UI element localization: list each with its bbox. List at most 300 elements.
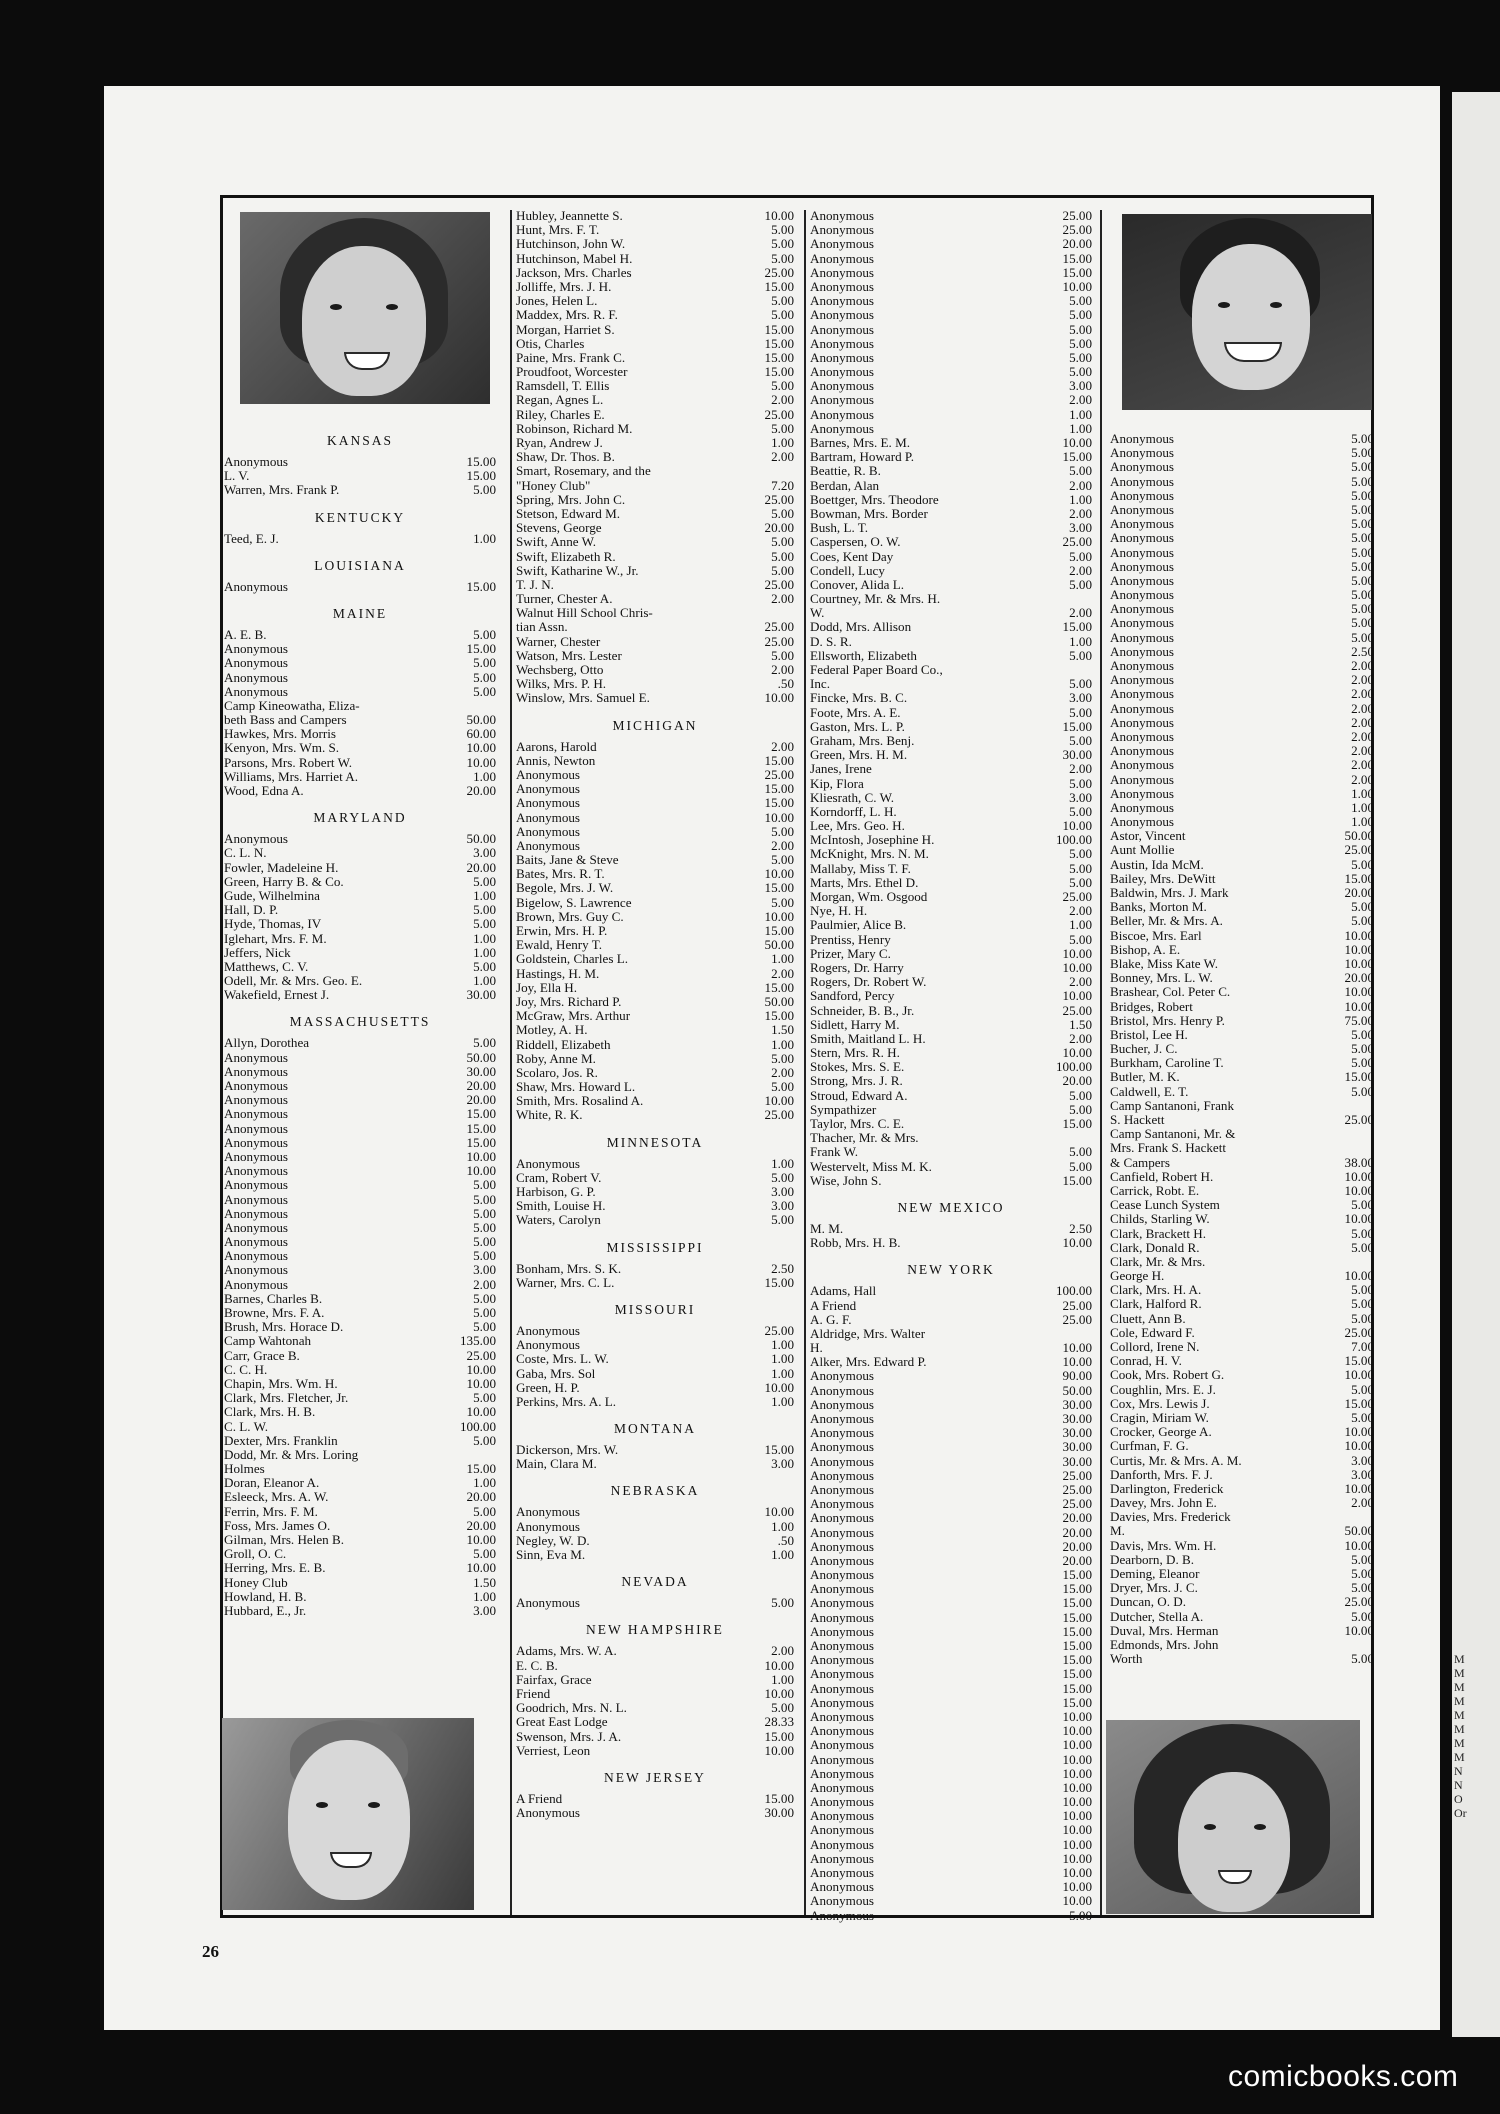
state-heading: MISSISSIPPI [606,1239,704,1255]
donor-column-2 [516,209,794,1820]
donation-amount: 25.00 [1344,842,1374,858]
donor-entry [516,535,794,549]
donation-amount: 5.00 [1351,431,1374,446]
donation-amount: 5.00 [1069,335,1092,351]
state-heading: NEW JERSEY [604,1769,706,1785]
donation-amount: 15.00 [1062,1609,1092,1625]
donor-name: Riddell, Elizabeth [516,1037,611,1052]
donor-entry [516,1701,794,1715]
donor-name: Anonymous [1110,659,1175,673]
donation-amount: 25.00 [1062,222,1092,238]
donor-name: Brashear, Col. Peter C. [1110,985,1231,1000]
donor-name: Smith, Maitland L. H. [810,1031,926,1046]
donation-amount: 1.00 [771,1518,794,1534]
donation-amount: 10.00 [1344,927,1374,943]
donation-amount: 10.00 [1344,1211,1374,1227]
donor-name: Robb, Mrs. H. B. [810,1236,901,1251]
donor-name: Kliesrath, C. W. [810,790,895,805]
donation-amount: 10.00 [764,1742,794,1758]
donor-name: Hubley, Jeannette S. [516,209,623,223]
donor-entry [516,811,794,825]
donor-entry [516,606,794,620]
donor-entry [810,436,1092,450]
donor-entry [224,532,496,546]
donor-entry [810,1469,1092,1483]
donor-name: Anonymous [224,455,289,469]
donor-entry [810,450,1092,464]
donation-amount: 1.00 [771,1036,794,1052]
donor-name: Verriest, Leon [516,1743,591,1758]
donor-entry [1110,1085,1374,1099]
donor-entry [1110,432,1374,446]
donation-amount: 100.00 [1055,832,1092,848]
donation-amount: 20.00 [1062,1552,1092,1568]
donor-name: Adams, Hall [810,1284,877,1299]
donor-entry [1110,1127,1374,1141]
donor-name: Bailey, Mrs. DeWitt [1110,871,1216,886]
donor-name: Anonymous [810,237,875,252]
donation-amount: 15.00 [764,1008,794,1024]
donor-name: Anonymous [810,1738,875,1753]
donor-name: Bishop, A. E. [1110,942,1181,957]
donor-name: Anonymous [810,1553,875,1568]
donor-entry [516,1157,794,1171]
donation-amount: 5.00 [1069,349,1092,365]
donor-name: Conover, Alida L. [810,577,905,592]
donation-amount: 25.00 [1062,534,1092,550]
donation-amount: 10.00 [1344,1367,1374,1383]
donor-entry [810,606,1092,620]
donor-name: Anonymous [516,1806,581,1821]
donor-name: Stetson, Edward M. [516,506,621,521]
donor-entry [516,1338,794,1352]
donor-entry [224,1434,496,1448]
donor-name: Gaston, Mrs. L. P. [810,719,905,734]
donation-amount: 15.00 [1062,1652,1092,1668]
donor-name: Anonymous [810,322,875,337]
donation-amount: 5.00 [1351,615,1374,631]
donation-amount: 2.50 [1351,643,1374,659]
donation-amount: 15.00 [764,880,794,896]
donor-name: Anonymous [810,1823,875,1838]
donation-amount: 5.00 [1069,676,1092,692]
donor-entry [224,1249,496,1263]
donor-name: Honey Club [224,1575,288,1590]
donation-amount: 10.00 [764,1504,794,1520]
donor-entry [810,1426,1092,1440]
donor-entry [1110,687,1374,701]
adjacent-page-letter: M [1454,1694,1465,1708]
donor-name: Anonymous [224,1064,289,1079]
donor-entry [1110,1468,1374,1482]
donor-name: Bonney, Mrs. L. W. [1110,971,1213,986]
donor-entry [810,1753,1092,1767]
donation-amount: 15.00 [764,1274,794,1290]
donor-entry [516,740,794,754]
donation-amount: 2.00 [1351,658,1374,673]
donor-entry [1110,1624,1374,1638]
donation-amount: 3.00 [1069,378,1092,394]
donor-name: Riley, Charles E. [516,407,605,422]
donor-entry [224,1320,496,1334]
donor-entry [1110,1652,1374,1666]
donor-name: Anonymous [810,1908,875,1923]
donor-entry [224,1391,496,1405]
donor-name: Dexter, Mrs. Franklin [224,1433,338,1448]
adjacent-page-letter: N [1454,1778,1463,1792]
donor-entry [1110,773,1374,787]
donor-name: Browne, Mrs. F. A. [224,1306,325,1320]
donor-name: Anonymous [810,407,875,422]
donor-entry [810,1004,1092,1018]
donor-entry [810,1880,1092,1894]
donor-name: Anonymous [1110,800,1175,815]
donor-entry [224,1051,496,1065]
donation-amount: 5.00 [1351,601,1374,617]
donation-amount: 20.00 [1062,1510,1092,1526]
donor-entry [516,592,794,606]
donor-entry [1110,872,1374,886]
donation-amount: 5.00 [1069,1101,1092,1117]
donor-name: Anonymous [516,767,581,782]
donor-name: Anonymous [810,350,875,365]
donor-entry [516,1094,794,1108]
donation-amount: 15.00 [466,641,496,657]
donation-amount: 5.00 [771,1079,794,1095]
donation-amount: 75.00 [1344,1012,1374,1028]
donor-name: C. C. H. [224,1362,268,1377]
donor-name: Wakefield, Ernest J. [224,988,330,1003]
donor-name: Fowler, Madeleine H. [224,860,339,875]
donation-amount: 10.00 [466,1163,496,1179]
donor-name: Blake, Miss Kate W. [1110,956,1219,971]
donation-amount: 2.00 [1351,1495,1374,1511]
donation-amount: 3.00 [771,1184,794,1199]
donation-amount: 20.00 [1062,1524,1092,1540]
donor-name: Stern, Mrs. R. H. [810,1046,900,1061]
donor-entry [516,521,794,535]
donor-entry [1110,702,1374,716]
donor-name: Caldwell, E. T. [1110,1084,1189,1099]
donor-name: Astor, Vincent [1110,829,1186,844]
donor-name: Rogers, Dr. Harry [810,960,904,975]
donor-name: Herring, Mrs. E. B. [224,1561,326,1576]
donation-amount: 5.00 [1351,459,1374,475]
donor-name: Anonymous [1110,545,1175,560]
donor-entry [516,1052,794,1066]
donor-name: Camp Santanoni, Frank [1110,1098,1235,1113]
donor-entry [516,1171,794,1185]
donor-name: Crocker, George A. [1110,1425,1212,1440]
donor-name: Adams, Mrs. W. A. [516,1644,617,1659]
donation-amount: 15.00 [466,578,496,594]
donor-name: Clark, Mrs. H. A. [1110,1283,1202,1298]
donor-entry [224,1164,496,1178]
donation-amount: 1.00 [1069,633,1092,649]
donor-name: E. C. B. [516,1658,558,1673]
donor-name: Clark, Mrs. Fletcher, Jr. [224,1391,349,1406]
donor-entry [1110,659,1374,673]
donor-entry [224,455,496,469]
donation-amount: 3.00 [1069,789,1092,805]
donation-amount: 5.00 [1351,629,1374,645]
donor-name: Teed, E. J. [224,531,279,546]
donor-name: Gilman, Mrs. Helen B. [224,1533,345,1547]
donor-name: Swenson, Mrs. J. A. [516,1729,622,1744]
donor-name: McKnight, Mrs. N. M. [810,847,929,862]
donor-name: Brown, Mrs. Guy C. [516,909,624,924]
donor-entry [224,1193,496,1207]
donor-name: Anonymous [810,1454,875,1469]
donor-name: Jackson, Mrs. Charles [516,265,632,280]
donation-amount: 5.00 [1069,931,1092,947]
donation-amount: 100.00 [1055,1059,1092,1075]
donation-amount: 10.00 [466,754,496,770]
donor-entry [516,1213,794,1227]
donor-entry [1110,957,1374,971]
donation-amount: 2.00 [771,965,794,981]
child-photo-girl [240,212,490,404]
donation-amount: 5.00 [1351,1651,1374,1667]
donor-entry [224,1490,496,1504]
donor-name: Anonymous [810,1539,875,1554]
donor-name: Curfman, F. G. [1110,1439,1189,1454]
donor-name: Bush, L. T. [810,521,869,536]
donation-amount: 15.00 [1062,449,1092,465]
donor-entry [224,1093,496,1107]
donation-amount: 10.00 [1062,1708,1092,1724]
donation-amount: 15.00 [1344,870,1374,886]
donor-name: Anonymous [224,1121,289,1136]
donor-name: Wilks, Mrs. P. H. [516,677,607,692]
donor-entry [1110,1241,1374,1255]
donor-name: Frank W. [810,1145,859,1160]
donor-name: Anonymous [810,265,875,280]
donor-name: Bristol, Lee H. [1110,1027,1188,1042]
donor-entry [516,1367,794,1381]
donor-entry [516,1687,794,1701]
donor-entry [516,663,794,677]
donation-amount: 2.00 [771,1643,794,1659]
donor-name: Anonymous [1110,531,1175,546]
donor-name: Bates, Mrs. R. T. [516,867,605,882]
donor-name: Anonymous [1110,588,1175,603]
donor-entry [810,1738,1092,1752]
donation-amount: 5.00 [771,1050,794,1066]
donor-entry [516,1395,794,1409]
donor-entry [516,550,794,564]
donor-name: Anonymous [810,1795,875,1810]
adjacent-page-letter: M [1454,1680,1465,1694]
donor-name: Anonymous [516,1323,581,1338]
donation-amount: 5.00 [1351,1608,1374,1624]
donor-entry [224,1306,496,1320]
donor-name: Main, Clara M. [516,1457,597,1472]
donor-entry [516,881,794,895]
donor-name: Gude, Wilhelmina [224,888,320,903]
donation-amount: 25.00 [1344,1112,1374,1127]
donation-amount: 5.00 [1069,704,1092,720]
donor-entry [1110,1028,1374,1042]
donor-entry [810,1795,1092,1809]
donor-entry [224,685,496,699]
donor-entry [516,853,794,867]
donor-entry [516,768,794,782]
donor-entry [1110,843,1374,857]
donation-amount: 25.00 [764,633,794,649]
donor-entry [1110,900,1374,914]
donation-amount: 25.00 [764,264,794,280]
donation-amount: 1.00 [1351,814,1374,830]
donor-name: Robinson, Richard M. [516,421,633,436]
donor-entry [1110,546,1374,560]
donor-entry [516,754,794,768]
donor-name: Esleeck, Mrs. A. W. [224,1490,329,1505]
donor-entry [810,209,1092,223]
donor-name: Anonymous [810,1780,875,1795]
donation-amount: 5.00 [771,250,794,266]
donation-amount: 10.00 [764,208,794,223]
donor-name: Walnut Hill School Chris- [516,606,653,621]
donation-amount: 20.00 [1344,970,1374,986]
donor-name: L. V. [224,469,250,484]
donation-amount: 30.00 [1062,1411,1092,1426]
donor-name: Swift, Elizabeth R. [516,549,616,564]
donor-name: Anonymous [810,1880,875,1895]
donor-entry [810,1710,1092,1724]
donor-name: Anonymous [224,579,289,594]
donor-name: Beattie, R. B. [810,464,881,479]
donor-name: Foote, Mrs. A. E. [810,705,901,720]
donor-name: Anonymous [810,1610,875,1625]
donor-name: Davis, Mrs. Wm. H. [1110,1538,1217,1553]
donation-amount: 15.00 [1062,1116,1092,1131]
donor-name: Fairfax, Grace [516,1672,592,1687]
donor-name: Anonymous [224,1235,289,1250]
donor-entry [1110,1000,1374,1014]
donor-entry [224,846,496,860]
donor-name: Anonymous [810,365,875,380]
donor-name: Edmonds, Mrs. John [1110,1637,1219,1652]
donor-name: Stroud, Edward A. [810,1088,908,1103]
donation-amount: 5.00 [1351,1026,1374,1042]
state-heading: LOUISIANA [314,557,406,573]
donation-amount: 5.00 [1069,576,1092,592]
donor-entry [1110,829,1374,843]
donation-amount: 20.00 [1062,1073,1092,1089]
donor-name: Anonymous [810,1482,875,1497]
donor-name: Prentiss, Henry [810,932,891,947]
donor-entry [224,946,496,960]
donation-amount: 20.00 [764,520,794,536]
donor-entry [224,1263,496,1277]
adjacent-page-letter: M [1454,1750,1465,1764]
donor-name: Carrick, Robt. E. [1110,1183,1200,1198]
donor-entry [810,393,1092,407]
donation-amount: 10.00 [1344,1424,1374,1440]
donor-entry [516,1792,794,1806]
donor-entry [1110,1553,1374,1567]
donor-entry [1110,971,1374,985]
donation-amount: 25.00 [1062,1467,1092,1483]
donor-name: D. S. R. [810,634,852,649]
donation-amount: 2.00 [1069,477,1092,493]
donation-amount: 5.00 [771,562,794,578]
donation-amount: 10.00 [1062,1822,1092,1838]
donor-entry [224,628,496,642]
donor-name: Anonymous [810,1440,875,1455]
donation-amount: 10.00 [1062,1723,1092,1739]
donor-name: Anonymous [810,1837,875,1852]
site-watermark: comicbooks.com [1228,2060,1459,2093]
donor-entry [516,436,794,450]
donor-entry [1110,886,1374,900]
donation-amount: 20.00 [466,1078,496,1093]
donation-amount: 20.00 [1344,885,1374,900]
donor-entry [224,1420,496,1434]
donation-amount: 5.00 [473,626,496,642]
donation-amount: 5.00 [473,916,496,932]
donation-amount: 10.00 [1062,945,1092,961]
donor-entry [516,620,794,634]
donation-amount: 20.00 [466,1517,496,1533]
donation-amount: 10.00 [764,690,794,706]
donation-amount: 25.00 [764,619,794,635]
state-heading: MONTANA [614,1421,696,1437]
donor-name: Winslow, Mrs. Samuel E. [516,691,650,706]
adjacent-page-letter: M [1454,1666,1465,1680]
donor-name: Anonymous [810,1639,875,1653]
donation-amount: 3.00 [771,1456,794,1472]
donor-name: Wise, John S. [810,1173,882,1188]
donation-amount: 1.00 [1351,785,1374,801]
donor-name: Proudfoot, Worcester [516,365,628,380]
donation-amount: 10.00 [1344,1480,1374,1496]
donation-amount: 1.00 [771,1155,794,1171]
donation-amount: 10.00 [1062,1850,1092,1866]
donor-name: Anonymous [810,308,875,323]
donor-entry [516,1715,794,1729]
donor-entry [810,847,1092,861]
donor-name: Thacher, Mr. & Mrs. [810,1131,919,1146]
donor-entry [810,578,1092,592]
donor-name: Cluett, Ann B. [1110,1311,1186,1326]
donor-name: Deming, Eleanor [1110,1567,1200,1581]
donor-name: Matthews, C. V. [224,959,309,974]
donation-amount: 5.00 [1069,307,1092,323]
donor-name: Wood, Edna A. [224,784,304,798]
donor-entry [810,635,1092,649]
donation-amount: 15.00 [1344,1353,1374,1369]
state-heading: MASSACHUSETTS [289,1014,431,1030]
donation-amount: 5.00 [1069,1158,1092,1174]
donor-entry [516,649,794,663]
donor-name: Rogers, Dr. Robert W. [810,975,927,990]
donation-amount: 5.00 [1069,874,1092,890]
donation-amount: 5.00 [1069,803,1092,819]
donor-name: Curtis, Mr. & Mrs. A. M. [1110,1453,1242,1468]
donation-amount: 1.00 [771,435,794,450]
donor-entry [516,1806,794,1820]
donor-name: Annis, Newton [516,753,596,768]
donation-amount: 15.00 [764,1728,794,1744]
donation-amount: 15.00 [1062,1581,1092,1597]
donor-name: Anonymous [810,1653,875,1668]
donor-entry [810,1568,1092,1582]
donor-entry [516,507,794,521]
donor-entry [810,1724,1092,1738]
donor-entry [224,1122,496,1136]
